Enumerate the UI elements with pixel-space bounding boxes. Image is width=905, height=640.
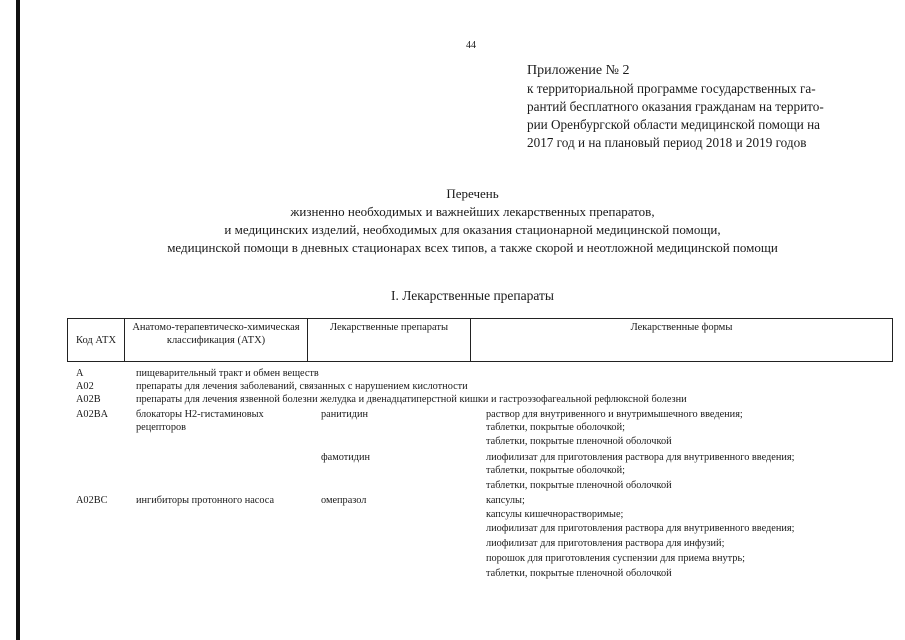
- header-forms: Лекарственные формы: [471, 319, 893, 362]
- dosage-form: лиофилизат для приготовления раствора для инфузий;: [486, 538, 725, 549]
- atc-code: A02BC: [76, 495, 108, 506]
- appendix-line: рантий бесплатного оказания гражданам на террито-: [527, 99, 824, 114]
- appendix-line: рии Оренбургской области медицинской помощи на: [527, 117, 821, 132]
- dosage-form: капсулы кишечнорастворимые;: [486, 509, 624, 520]
- atc-code: A02B: [76, 394, 101, 405]
- drug-name: ранитидин: [321, 409, 369, 420]
- section-title: I. Лекарственные препараты: [390, 288, 554, 303]
- dosage-form: таблетки, покрытые оболочкой;: [486, 465, 625, 476]
- header-code: Код АТХ: [68, 319, 125, 362]
- drug-name: фамотидин: [321, 452, 371, 463]
- header-drugs: Лекарственные препараты: [308, 319, 471, 362]
- atc-group: ингибиторы протонного насоса: [136, 495, 275, 506]
- atc-code: A: [76, 368, 84, 379]
- atc-code: A02BA: [76, 409, 109, 420]
- atc-group: препараты для лечения заболеваний, связанных с нарушением кислотности: [136, 381, 468, 392]
- title-line: жизненно необходимых и важнейших лекарственных препаратов,: [290, 204, 655, 219]
- atc-code: A02: [76, 381, 94, 392]
- atc-group: пищеварительный тракт и обмен веществ: [136, 368, 319, 379]
- dosage-form: порошок для приготовления суспензии для приема внутрь;: [486, 553, 746, 564]
- atc-group: рецепторов: [136, 422, 186, 433]
- appendix-heading: Приложение № 2: [527, 63, 630, 78]
- atc-group: блокаторы Н2-гистаминовых: [136, 409, 264, 420]
- dosage-form: таблетки, покрытые пленочной оболочкой: [486, 436, 672, 447]
- dosage-form: лиофилизат для приготовления раствора для внутривенного введения;: [486, 523, 795, 534]
- appendix-line: к территориальной программе государственных га-: [527, 81, 816, 96]
- title-line: Перечень: [446, 186, 499, 201]
- dosage-form: таблетки, покрытые пленочной оболочкой: [486, 480, 672, 491]
- document-title: [40, 185, 905, 257]
- title-line: медицинской помощи в дневных стационарах всех типов, а также скорой и неотложной медицинской помощи: [167, 240, 778, 255]
- title-line: и медицинских изделий, необходимых для оказания стационарной медицинской помощи,: [224, 222, 721, 237]
- dosage-form: раствор для внутривенного и внутримышечного введения;: [486, 409, 743, 420]
- atc-group: препараты для лечения язвенной болезни желудка и двенадцатиперстной кишки и гастроэзофагеальной рефлюксной болезни: [136, 394, 687, 405]
- dosage-form: капсулы;: [486, 495, 525, 506]
- dosage-form: таблетки, покрытые оболочкой;: [486, 422, 625, 433]
- header-classification: Анатомо-терапевтическо-химическая классификация (АТХ): [125, 319, 308, 362]
- drug-name: омепразол: [321, 495, 367, 506]
- table-header: [67, 318, 893, 362]
- dosage-form: таблетки, покрытые пленочной оболочкой: [486, 568, 672, 579]
- dosage-form: лиофилизат для приготовления раствора для внутривенного введения;: [486, 452, 795, 463]
- scan-edge-bar: [16, 0, 20, 640]
- appendix-block: [527, 62, 872, 152]
- page-number: 44: [466, 40, 476, 51]
- appendix-line: 2017 год и на плановый период 2018 и 2019 годов: [527, 135, 807, 150]
